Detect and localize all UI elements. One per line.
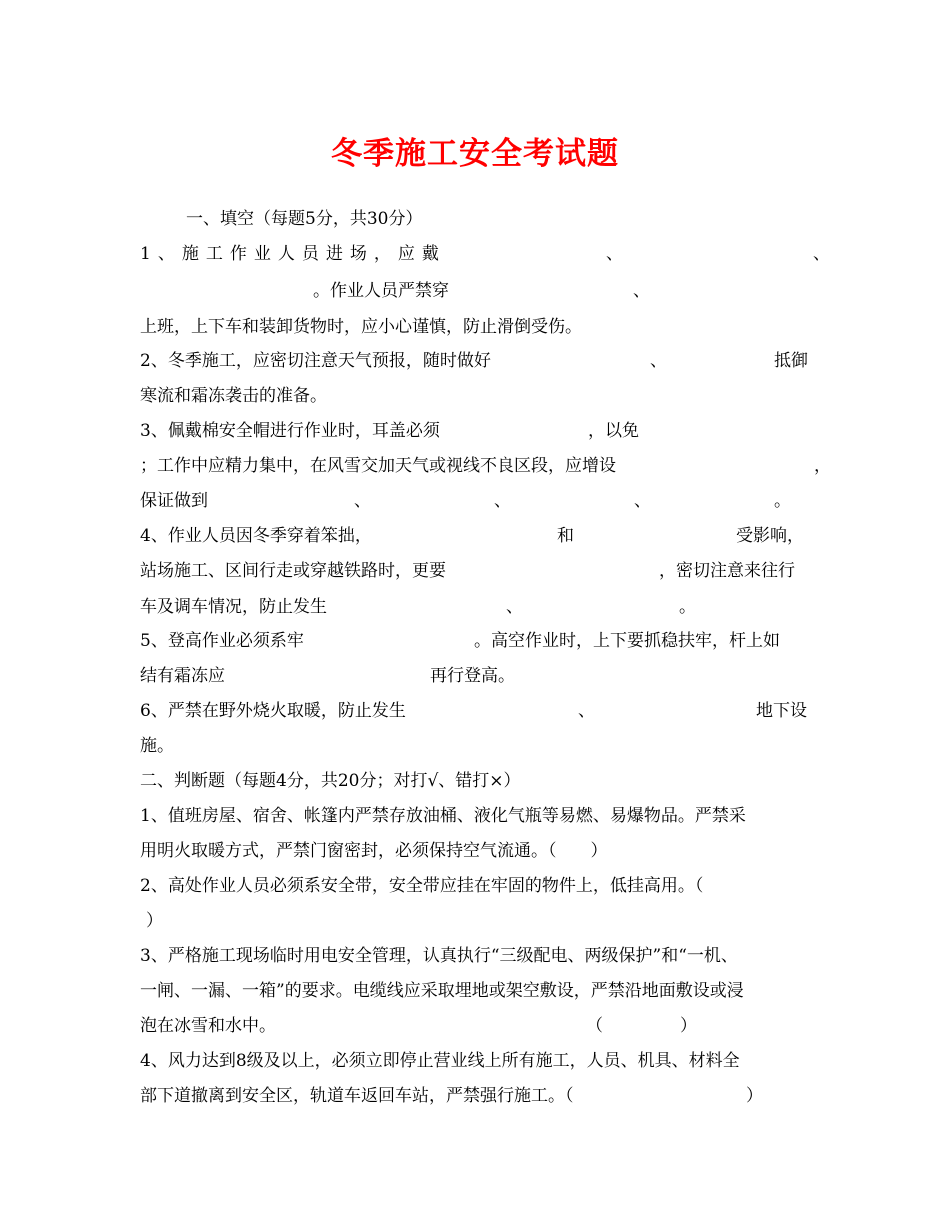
- separator: 。: [679, 597, 696, 617]
- question-text: 用明火取暖方式，严禁门窗密封，必须保持空气流通。（ ）: [140, 841, 608, 861]
- separator: 、: [506, 597, 523, 617]
- question-text: 。作业人员严禁穿: [313, 281, 449, 301]
- question-text: 施。: [140, 736, 174, 756]
- question-text: 结有霜冻应: [140, 666, 225, 686]
- answer-bracket: ）: [146, 911, 163, 931]
- heading-text: 二、判断题（每题4分，共20分；对打√、错打×）: [140, 771, 521, 791]
- question-text: 站场施工、区间行走或穿越铁路时，更要: [140, 561, 446, 581]
- separator: 、: [494, 491, 511, 511]
- question-text: 3、佩戴棉安全帽进行作业时，耳盖必须: [140, 421, 440, 441]
- separator: 、: [578, 701, 595, 721]
- question-text: 和: [557, 526, 574, 546]
- question-text: 车及调车情况，防止发生: [140, 597, 327, 617]
- question-text: 6、严禁在野外烧火取暖，防止发生: [140, 701, 406, 721]
- question-text: 5、登高作业必须系牢: [140, 631, 304, 651]
- question-text: ；工作中应精力集中，在风雪交加天气或视线不良区段，应增设: [140, 456, 616, 476]
- separator: 、: [813, 244, 830, 264]
- separator: 、: [650, 351, 667, 371]
- question-text: 抵御: [774, 351, 808, 371]
- heading-text: 一、填空（每题5分，共30分）: [186, 209, 423, 229]
- separator: 、: [354, 491, 371, 511]
- question-text: 地下设: [756, 701, 807, 721]
- question-text: 再行登高。: [430, 666, 515, 686]
- question-text: 4、作业人员因冬季穿着笨拙，: [140, 526, 372, 546]
- question-text: 2、高处作业人员必须系安全带，安全带应挂在牢固的物件上，低挂高用。（: [140, 876, 704, 896]
- question-text: 。高空作业时，上下要抓稳扶牢，杆上如: [474, 631, 780, 651]
- question-text: 4、风力达到8级及以上，必须立即停止营业线上所有施工，人员、机具、材料全: [140, 1051, 740, 1071]
- question-text: 2、冬季施工，应密切注意天气预报，随时做好: [140, 351, 491, 371]
- answer-bracket: ）: [680, 1016, 697, 1036]
- page-title: 冬季施工安全考试题: [331, 136, 619, 172]
- question-text: ，密切注意来往行: [659, 561, 795, 581]
- answer-bracket: ）: [746, 1086, 763, 1106]
- separator: ，: [814, 456, 831, 476]
- question-text: 部下道撤离到安全区，轨道车返回车站，严禁强行施工。（: [140, 1086, 574, 1106]
- question-text: 寒流和霜冻袭击的准备。: [140, 386, 327, 406]
- question-text: 受影响，: [736, 526, 804, 546]
- question-text: 保证做到: [140, 491, 208, 511]
- separator: 、: [633, 281, 650, 301]
- separator: 、: [606, 244, 623, 264]
- question-text: 泡在冰雪和水中。: [140, 1016, 276, 1036]
- question-text: ，以免: [588, 421, 639, 441]
- question-text: 一闸、一漏、一箱”的要求。电缆线应采取埋地或架空敷设，严禁沿地面敷设或浸: [140, 981, 744, 1001]
- answer-bracket: （: [586, 1016, 603, 1036]
- question-text: 1、值班房屋、宿舍、帐篷内严禁存放油桶、液化气瓶等易燃、易爆物品。严禁采: [140, 806, 746, 826]
- question-text: 上班，上下车和装卸货物时，应小心谨慎，防止滑倒受伤。: [140, 317, 582, 337]
- separator: 。: [774, 491, 791, 511]
- separator: 、: [634, 491, 651, 511]
- question-text: 3、严格施工现场临时用电安全管理，认真执行“三级配电、两级保护”和“一机、: [140, 946, 738, 966]
- question-text: 1、施工作业人员进场，应戴: [140, 244, 446, 264]
